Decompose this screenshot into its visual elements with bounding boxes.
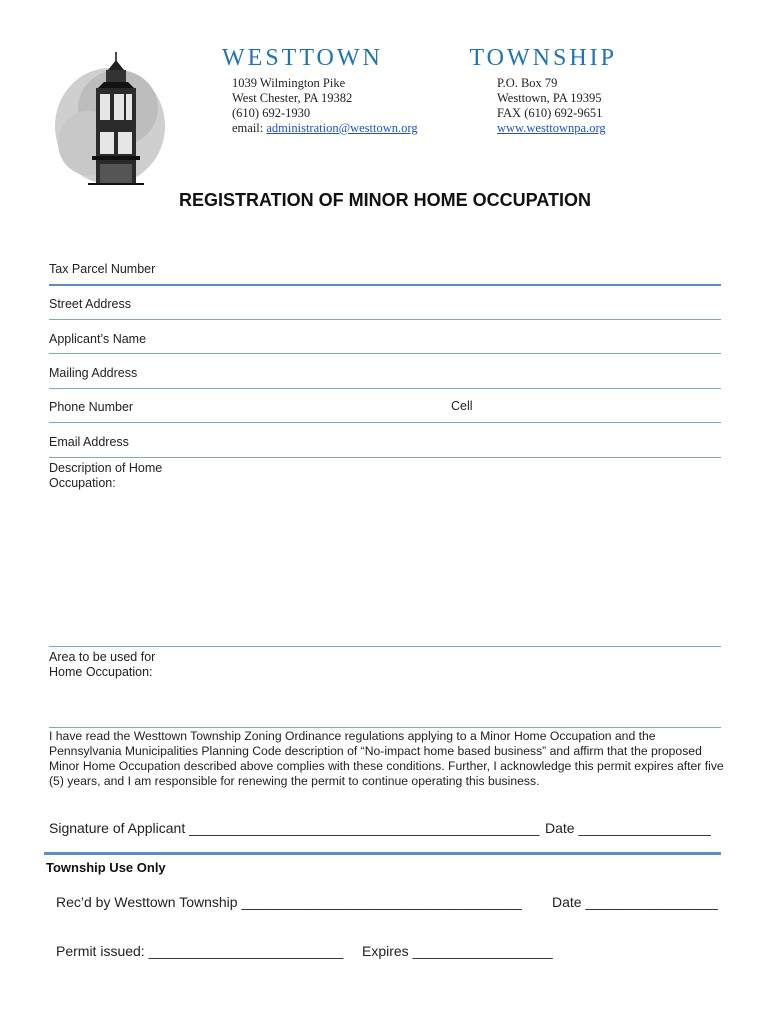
recd-date-field[interactable]: Date _________________ <box>552 894 718 910</box>
description-label <box>49 461 162 491</box>
recd-by-field[interactable]: Rec’d by Westtown Township ____________________________________ <box>56 894 522 910</box>
phone-line: (610) 692-1930 <box>232 106 311 120</box>
form-title: REGISTRATION OF MINOR HOME OCCUPATION <box>179 190 591 210</box>
township-clock-tower-logo <box>48 48 166 188</box>
po-box-line: P.O. Box 79 <box>497 76 558 90</box>
area-label <box>49 650 155 680</box>
street-line: 1039 Wilmington Pike <box>232 76 346 90</box>
website-link[interactable]: www.westtownpa.org <box>497 121 606 135</box>
tax-parcel-label: Tax Parcel Number <box>49 262 156 276</box>
fax-line: FAX (610) 692-9651 <box>497 106 603 120</box>
phone-number-label: Phone Number <box>49 400 134 414</box>
cell-label: Cell <box>451 399 473 413</box>
po-city-line: Westtown, PA 19395 <box>497 91 602 105</box>
website-line <box>497 121 606 136</box>
street-address-label: Street Address <box>49 297 131 311</box>
township-use-heading: Township Use Only <box>46 860 166 875</box>
email-line <box>232 121 418 136</box>
city-line: West Chester, PA 19382 <box>232 91 353 105</box>
applicant-name-label: Applicant’s Name <box>49 332 147 346</box>
street-address-field[interactable] <box>49 319 721 320</box>
email-address-label: Email Address <box>49 435 129 449</box>
mailing-address-field[interactable] <box>49 388 721 389</box>
mailing-address <box>497 76 606 136</box>
description-label-line1: Description of Home <box>49 461 163 475</box>
area-label-line1: Area to be used for <box>49 650 156 664</box>
permit-issued-field[interactable]: Permit issued: _________________________ <box>56 943 344 959</box>
area-field[interactable] <box>49 727 721 728</box>
applicant-name-field[interactable] <box>49 353 721 354</box>
email-link[interactable]: administration@westtown.org <box>266 121 418 135</box>
description-label-line2: Occupation: <box>49 476 116 490</box>
mailing-address-label: Mailing Address <box>49 366 138 380</box>
signature-date-field[interactable]: Date _________________ <box>545 820 711 836</box>
phone-number-field[interactable] <box>49 422 721 423</box>
area-label-line2: Home Occupation: <box>49 665 153 679</box>
township-name <box>222 45 617 75</box>
township-name-westtown: WESTTOWN <box>222 45 383 71</box>
signature-field[interactable]: Signature of Applicant _____________________________________________ <box>49 820 540 836</box>
email-prefix: email: <box>232 121 267 135</box>
office-address <box>232 76 418 136</box>
expires-field[interactable]: Expires __________________ <box>362 943 553 959</box>
township-name-township: TOWNSHIP <box>469 45 617 71</box>
acknowledgement-text: I have read the Westtown Township Zoning Ordinance regulations applying to a Minor Home Occupation and the Pennsylvania Municipalities Planning Code description of “No-impact home based business” and affirm that the proposed Minor Home Occupation described above complies with these conditions. Further, I acknowledge this permit expires after five (5) years, and I am responsible for renewing the permit to continue operating this business. <box>49 729 724 788</box>
tax-parcel-field[interactable] <box>49 284 721 286</box>
description-field[interactable] <box>49 646 721 647</box>
township-divider <box>44 852 721 855</box>
email-address-field[interactable] <box>49 457 721 458</box>
